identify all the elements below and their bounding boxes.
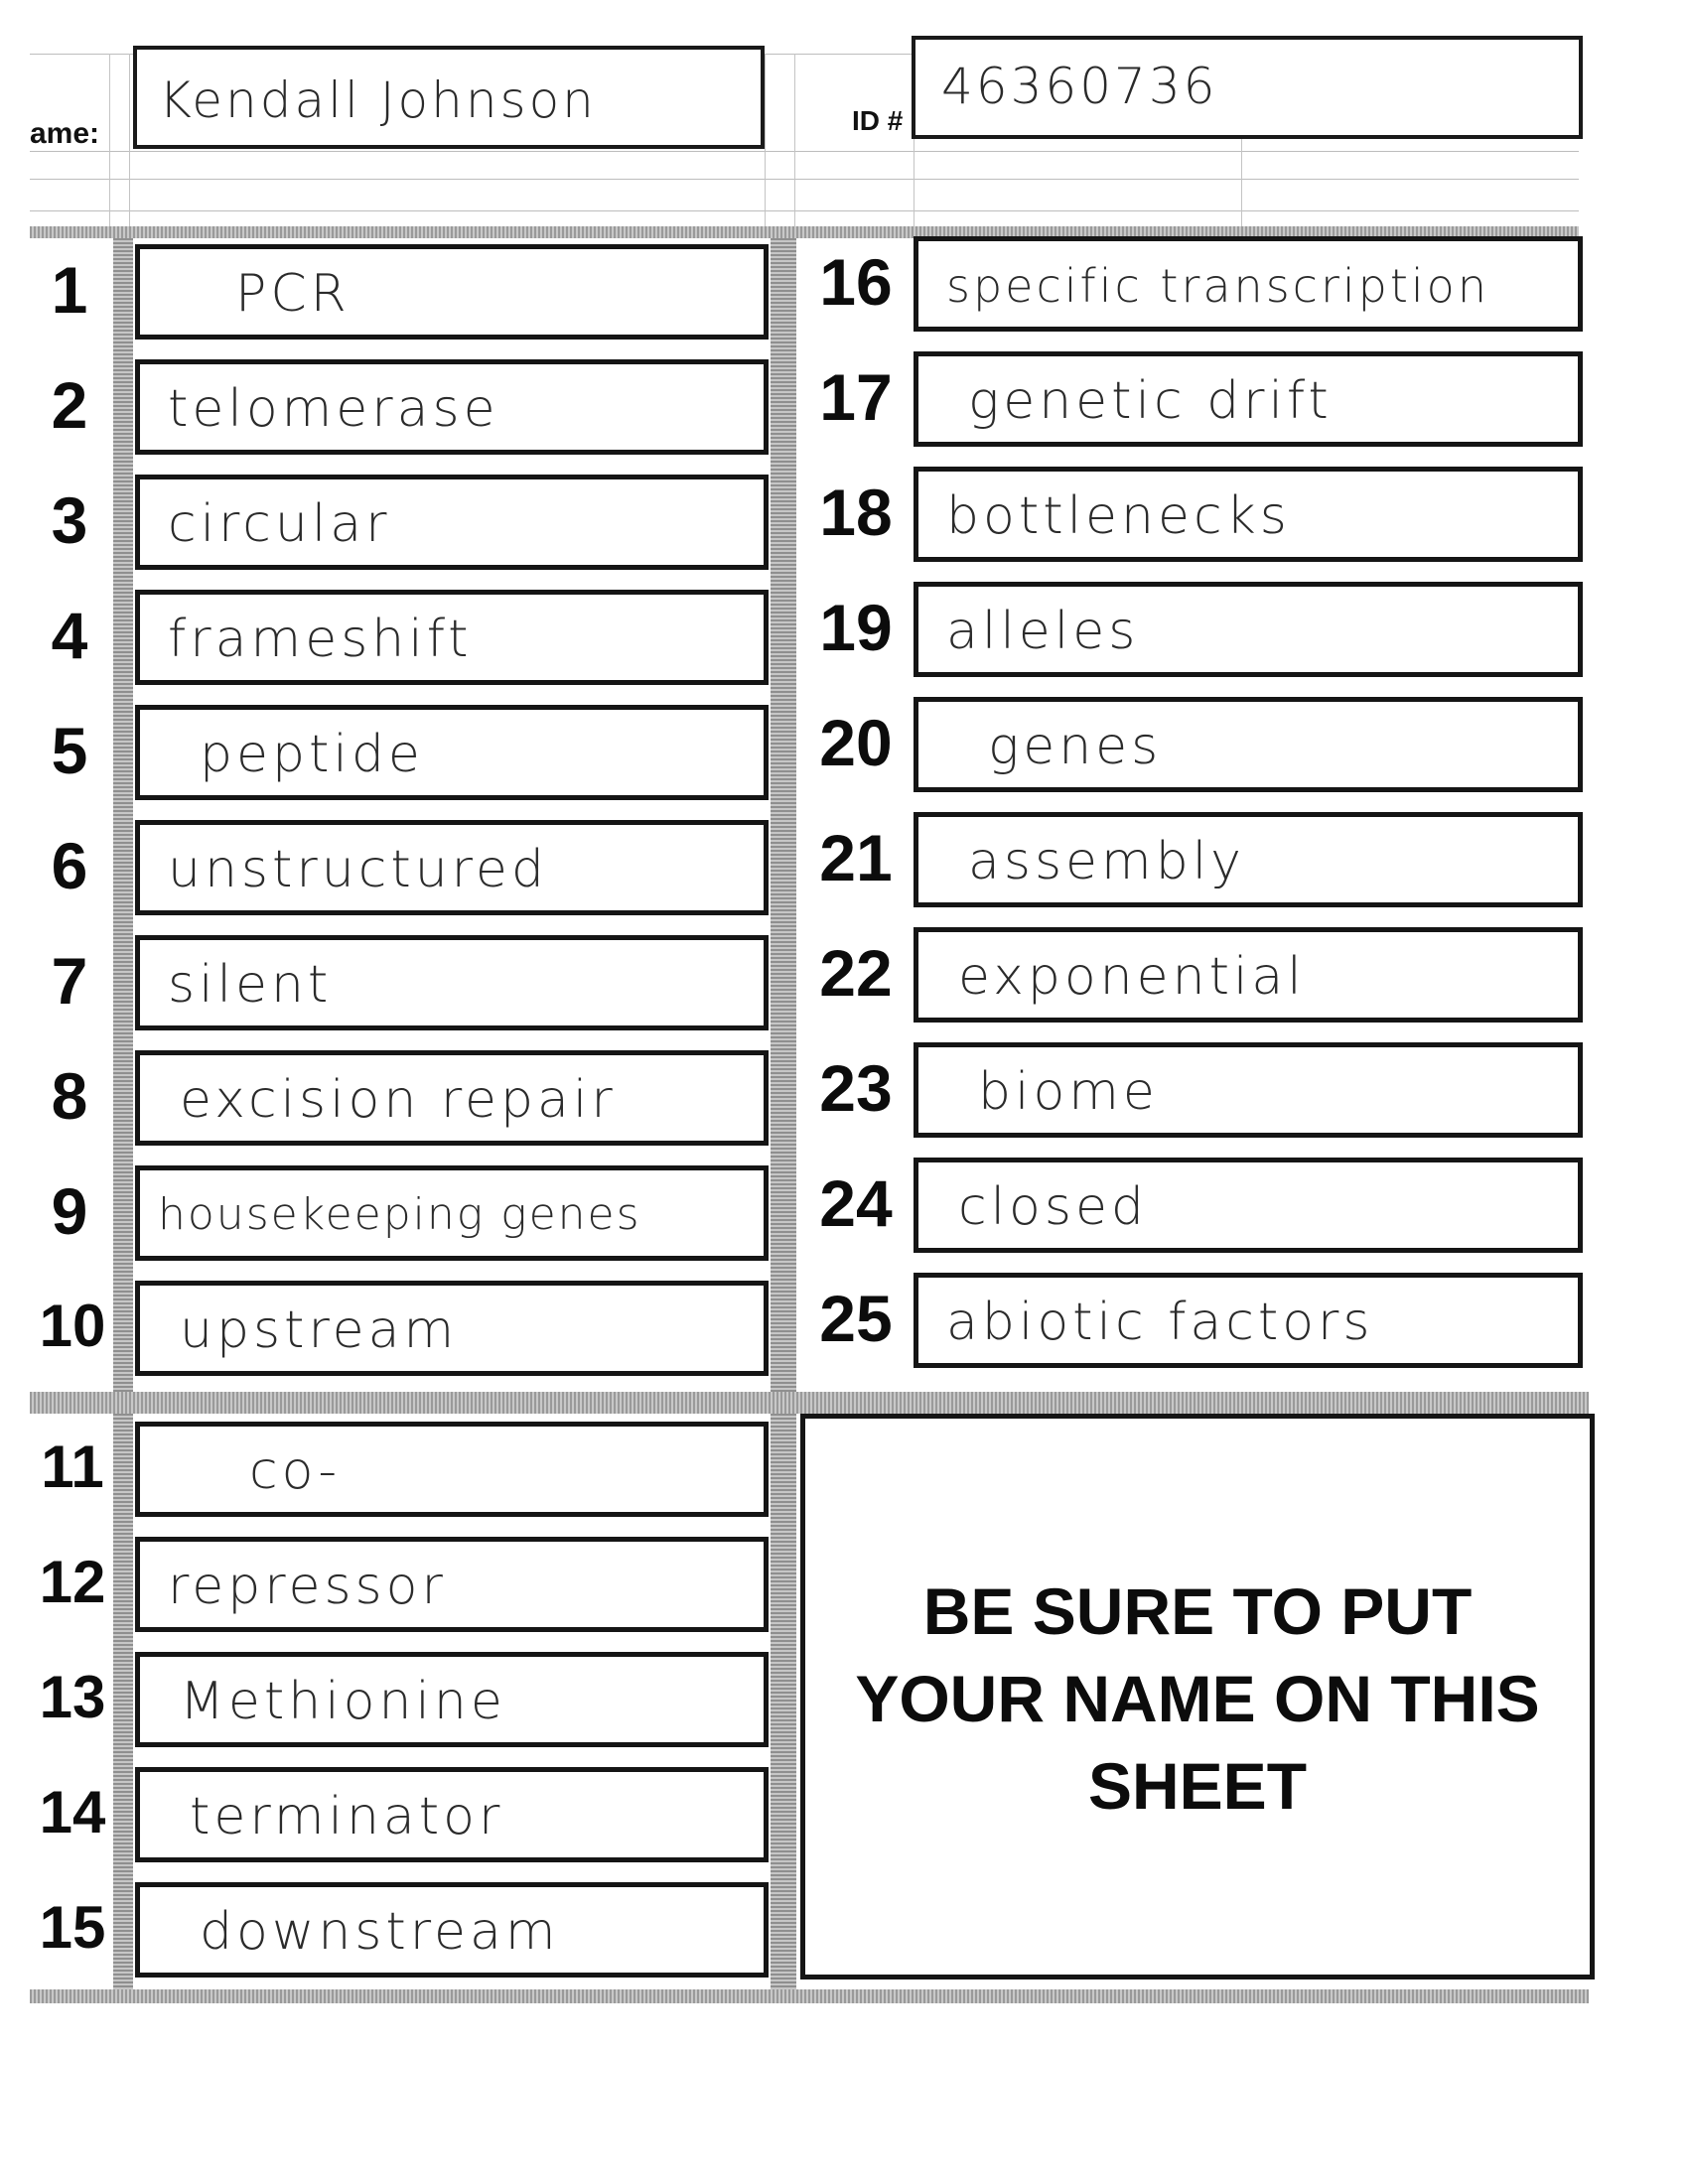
answer-text: alleles (946, 602, 1140, 661)
center-column-band (771, 238, 796, 1995)
answer-field[interactable] (135, 1882, 769, 1978)
answer-row (30, 580, 769, 687)
answer-text: circular (168, 494, 391, 554)
answer-text: unstructured (168, 840, 548, 899)
id-label: ID # (852, 105, 904, 136)
answer-row (30, 1156, 769, 1263)
answer-row (30, 1040, 769, 1148)
question-number: 8 (51, 1059, 88, 1133)
answer-text: Methionine (180, 1672, 506, 1731)
answer-row (794, 687, 1589, 794)
answer-row (30, 1642, 769, 1749)
answer-field[interactable] (135, 475, 769, 570)
question-number: 14 (39, 1779, 106, 1845)
name-value: Kendall Johnson (159, 71, 597, 129)
answer-text: co- (249, 1441, 342, 1501)
name-field[interactable] (133, 46, 765, 149)
answer-row (30, 1872, 769, 1979)
answer-field[interactable] (914, 582, 1583, 677)
question-number: 18 (819, 476, 893, 549)
answer-row (30, 1757, 769, 1864)
answer-row (794, 572, 1589, 679)
answer-field[interactable] (914, 1158, 1583, 1253)
answer-field[interactable] (135, 1050, 769, 1146)
answer-field[interactable] (914, 236, 1583, 332)
middle-divider-band (30, 1392, 1589, 1414)
answer-text: genes (988, 717, 1163, 776)
answer-row (794, 1148, 1589, 1255)
answer-field[interactable] (135, 1537, 769, 1632)
answer-text: frameshift (168, 610, 473, 669)
answer-field[interactable] (914, 1042, 1583, 1138)
question-number: 25 (819, 1282, 893, 1355)
answer-text: assembly (968, 832, 1245, 891)
answer-text: terminator (190, 1787, 504, 1846)
answer-text: silent (168, 955, 333, 1015)
question-number: 2 (51, 368, 88, 442)
answer-field[interactable] (135, 820, 769, 915)
answer-row (794, 917, 1589, 1024)
answer-field[interactable] (135, 1652, 769, 1747)
id-field[interactable] (912, 36, 1583, 139)
question-number: 9 (51, 1174, 88, 1248)
question-number: 23 (819, 1051, 893, 1125)
answer-row (30, 1527, 769, 1634)
answer-field[interactable] (135, 1422, 769, 1517)
answer-text: upstream (180, 1300, 459, 1360)
answer-row (30, 810, 769, 917)
question-number: 11 (41, 1433, 104, 1500)
answer-text: biome (978, 1062, 1159, 1122)
answer-field[interactable] (135, 359, 769, 455)
answer-field[interactable] (914, 697, 1583, 792)
question-number: 17 (819, 360, 893, 434)
question-number: 15 (39, 1894, 106, 1961)
answer-field[interactable] (914, 927, 1583, 1023)
answer-field[interactable] (914, 467, 1583, 562)
notice-line-2: YOUR NAME ON THIS (855, 1662, 1540, 1735)
question-number: 5 (51, 714, 88, 787)
question-number: 19 (819, 591, 893, 664)
name-label: ame: (30, 117, 100, 150)
answer-field[interactable] (914, 1273, 1583, 1368)
notice-line-1: BE SURE TO PUT (922, 1574, 1473, 1648)
answer-field[interactable] (135, 935, 769, 1030)
question-number: 1 (51, 253, 88, 327)
answer-field[interactable] (914, 812, 1583, 907)
answer-row (30, 925, 769, 1032)
notice-box (800, 1414, 1595, 1979)
answer-field[interactable] (135, 1767, 769, 1862)
question-number: 6 (51, 829, 88, 902)
question-number: 4 (51, 599, 88, 672)
question-number: 13 (39, 1664, 106, 1730)
question-number: 16 (819, 245, 893, 319)
answer-text: repressor (168, 1557, 447, 1616)
answer-text: telomerase (168, 379, 499, 439)
answer-text: excision repair (180, 1070, 617, 1130)
answer-row (30, 349, 769, 457)
answer-text: closed (958, 1177, 1148, 1237)
answer-text: PCR (235, 264, 351, 324)
answer-row (794, 802, 1589, 909)
answer-row (794, 1032, 1589, 1140)
question-number: 21 (819, 821, 893, 894)
answer-text: peptide (200, 725, 424, 784)
answer-field[interactable] (135, 705, 769, 800)
id-value: 46360736 (941, 58, 1218, 115)
question-number: 7 (51, 944, 88, 1018)
answer-field[interactable] (135, 1281, 769, 1376)
answer-row (794, 457, 1589, 564)
question-number: 12 (39, 1549, 106, 1615)
notice-text (805, 1568, 1590, 1830)
answer-field[interactable] (135, 244, 769, 340)
question-number: 22 (819, 936, 893, 1010)
answer-row (30, 695, 769, 802)
answer-row (794, 1263, 1589, 1370)
answer-row (30, 234, 769, 341)
question-number: 20 (819, 706, 893, 779)
bottom-divider-band (30, 1989, 1589, 2003)
answer-text: genetic drift (968, 371, 1333, 431)
answer-row (30, 465, 769, 572)
answer-text: downstream (200, 1902, 560, 1962)
question-number: 24 (819, 1166, 893, 1240)
answer-row (794, 341, 1589, 449)
answer-text: bottlenecks (946, 486, 1291, 546)
answer-row (794, 226, 1589, 334)
answer-row (30, 1412, 769, 1519)
answer-text: specific transcription (946, 259, 1489, 313)
answer-field[interactable] (135, 1165, 769, 1261)
answer-field[interactable] (914, 351, 1583, 447)
answer-text: housekeeping genes (158, 1189, 641, 1240)
question-number: 10 (39, 1293, 106, 1359)
answer-field[interactable] (135, 590, 769, 685)
question-number: 3 (51, 483, 88, 557)
answer-row (30, 1271, 769, 1378)
answer-text: abiotic factors (946, 1293, 1374, 1352)
answer-text: exponential (958, 947, 1306, 1007)
notice-line-3: SHEET (1087, 1749, 1308, 1823)
